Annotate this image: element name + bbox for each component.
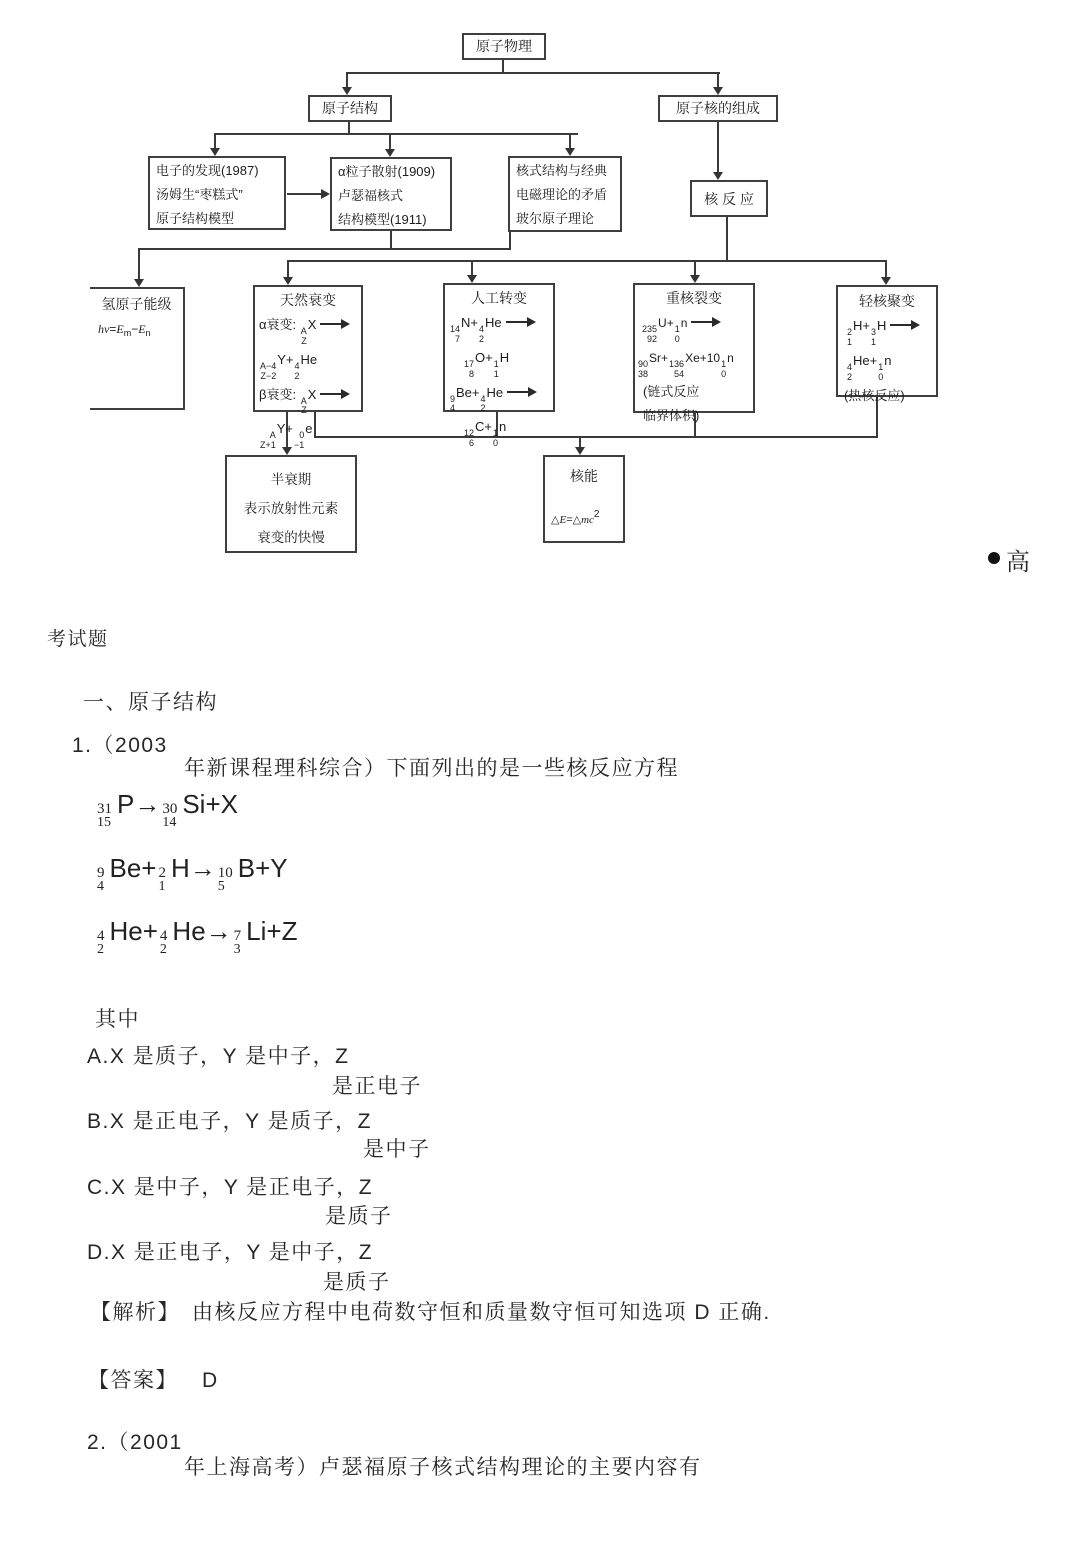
box-text-line: 电磁理论的矛盾 bbox=[516, 187, 608, 202]
flow-line bbox=[138, 248, 140, 280]
flow-line bbox=[138, 248, 511, 250]
box-text-line: 玻尔原子理论 bbox=[516, 211, 595, 226]
atomic-number: 2 bbox=[847, 371, 853, 382]
mass-number: 1 bbox=[721, 358, 727, 369]
mass-number: 4 bbox=[294, 360, 300, 371]
mass-number: 3 bbox=[871, 327, 877, 337]
nuclide-prescripts bbox=[260, 431, 276, 451]
equation-text: Be+ bbox=[456, 384, 480, 400]
mass-number: 1 bbox=[878, 361, 884, 372]
atomic-number: 2 bbox=[294, 370, 300, 381]
mass-number: A bbox=[300, 326, 307, 336]
list-bullet-icon bbox=[988, 552, 1000, 564]
box-title: 轻核聚变 bbox=[859, 293, 915, 309]
equation-text: Li+Z bbox=[246, 916, 298, 946]
flowchart-box-natural-decay bbox=[253, 285, 363, 451]
box-text-line: 汤姆生“枣糕式” bbox=[156, 187, 243, 202]
right-bullet-text: 高 bbox=[1006, 549, 1030, 576]
mass-number: 2 bbox=[847, 327, 853, 337]
flow-line bbox=[885, 260, 887, 278]
option-d-line1: D.X 是正电子，Y 是中子，Z bbox=[87, 1241, 374, 1264]
option-b-line1: B.X 是正电子，Y 是质子，Z bbox=[87, 1110, 372, 1133]
nuclide-prescripts bbox=[847, 328, 852, 348]
nuclide-prescripts bbox=[479, 325, 484, 345]
mass-number: 4 2 bbox=[97, 928, 105, 957]
decay-equation bbox=[255, 382, 361, 417]
answer-line bbox=[88, 1364, 219, 1394]
arrowhead-down bbox=[713, 87, 723, 95]
fusion-equation bbox=[838, 313, 936, 348]
equation-text: n bbox=[884, 352, 892, 368]
flow-line bbox=[214, 133, 216, 149]
mass-number: 0 bbox=[299, 430, 305, 441]
atomic-number: Z bbox=[301, 335, 307, 346]
fusion-note bbox=[838, 383, 936, 409]
flow-line bbox=[726, 217, 728, 262]
equation-text: He bbox=[485, 315, 502, 330]
arrowhead-down bbox=[467, 275, 477, 283]
option-b-line2: 是中子 bbox=[363, 1138, 431, 1161]
subscript: n bbox=[145, 328, 151, 338]
equation-text: C+ bbox=[475, 419, 492, 435]
equation-text: △ bbox=[551, 514, 560, 526]
atomic-number: 3 bbox=[233, 942, 241, 957]
hydrogen-formula bbox=[90, 316, 183, 346]
box-label: 核 反 应 bbox=[704, 190, 754, 207]
equation-text: 临界体积) bbox=[643, 407, 700, 423]
flow-line bbox=[569, 133, 571, 149]
right-arrow-icon bbox=[320, 393, 342, 395]
answer-label: 【答案】 bbox=[88, 1369, 178, 1392]
flow-line bbox=[214, 133, 578, 135]
arrowhead-down bbox=[565, 148, 575, 156]
mass-number: 2 1 bbox=[158, 865, 166, 894]
mass-number: 1 bbox=[493, 358, 499, 369]
mass-number: 30 14 bbox=[162, 801, 178, 830]
equation-text: e bbox=[305, 421, 313, 437]
flow-line bbox=[471, 260, 473, 276]
atomic-number: 5 bbox=[217, 879, 225, 894]
atomic-number: −1 bbox=[294, 440, 305, 451]
equation-text: Y+ bbox=[277, 351, 294, 367]
equation-text: He+ bbox=[109, 916, 158, 946]
flow-line bbox=[314, 436, 878, 438]
atomic-number: 7 bbox=[455, 333, 461, 344]
equation-text: Si+X bbox=[182, 789, 238, 819]
box-text-line: 原子结构模型 bbox=[156, 211, 235, 226]
answer-value: D bbox=[202, 1369, 219, 1392]
equation-text: X bbox=[307, 317, 317, 332]
flowchart-box-atomic-structure bbox=[308, 95, 392, 122]
box-label: 原子物理 bbox=[476, 38, 532, 54]
transmutation-equation bbox=[445, 380, 553, 415]
flow-line bbox=[390, 231, 392, 249]
flowchart-box-heavy-fission bbox=[633, 283, 755, 423]
atomic-number: 2 bbox=[479, 333, 485, 344]
arrowhead-right bbox=[321, 189, 330, 199]
box-title: 核能 bbox=[570, 468, 598, 484]
nuclide-prescripts bbox=[481, 395, 486, 415]
equation-text: He→ bbox=[172, 916, 232, 946]
flow-line bbox=[389, 133, 391, 150]
section-heading: 考试题 bbox=[47, 629, 109, 650]
equation-text: He+ bbox=[853, 352, 878, 368]
fission-equation bbox=[635, 310, 753, 345]
equation-text: O+ bbox=[475, 349, 493, 365]
analysis-label: 【解析】 bbox=[90, 1301, 180, 1324]
mass-number: A bbox=[269, 430, 276, 441]
fission-equation bbox=[635, 345, 753, 380]
mass-number: 14 bbox=[450, 324, 461, 334]
atomic-number: 14 bbox=[162, 815, 177, 830]
mass-number: 4 bbox=[480, 393, 486, 404]
equation-text: N+ bbox=[461, 315, 478, 330]
equation-text: Y+ bbox=[276, 421, 294, 437]
flowchart-box-electron-discovery bbox=[148, 156, 286, 230]
fission-note bbox=[635, 380, 753, 404]
flowchart-box-hydrogen-energy-levels bbox=[90, 287, 185, 410]
mass-number: 9 bbox=[450, 393, 456, 404]
atomic-number: 2 bbox=[480, 403, 486, 414]
equation-text: α衰变: bbox=[259, 317, 300, 332]
right-arrow-icon bbox=[691, 321, 713, 323]
equation-text: E bbox=[138, 322, 146, 336]
box-text-line: 衰变的快慢 bbox=[257, 530, 325, 545]
mass-number: 136 bbox=[669, 358, 685, 369]
equation-text: hν bbox=[98, 322, 110, 336]
atomic-number: Z bbox=[301, 405, 307, 416]
flowchart-box-atomic-physics bbox=[462, 33, 546, 60]
option-a-line2: 是正电子 bbox=[332, 1075, 422, 1098]
nuclide-prescripts bbox=[301, 397, 307, 417]
atomic-number: 4 bbox=[97, 879, 104, 894]
equation-text: mc bbox=[581, 514, 594, 526]
analysis-text: 由核反应方程中电荷数守恒和质量数守恒可知选项 D 正确. bbox=[192, 1301, 771, 1324]
flow-line bbox=[694, 260, 696, 276]
reaction-equation-1 bbox=[95, 789, 238, 830]
equation-text: n bbox=[499, 419, 507, 435]
equation-text: n bbox=[727, 350, 734, 365]
right-arrow-icon bbox=[320, 323, 342, 325]
fusion-equation bbox=[838, 348, 936, 383]
nuclide-prescripts bbox=[638, 360, 648, 380]
flow-line bbox=[346, 72, 348, 88]
atomic-number: 0 bbox=[721, 368, 727, 379]
reaction-equation-2 bbox=[95, 853, 288, 894]
atomic-number: 38 bbox=[638, 368, 649, 379]
flowchart-box-light-fusion bbox=[836, 285, 938, 403]
mass-number: 90 bbox=[638, 358, 649, 369]
flow-line bbox=[287, 260, 887, 262]
decay-equation bbox=[255, 347, 361, 382]
atomic-number: 0 bbox=[674, 333, 680, 344]
atomic-number: 54 bbox=[674, 368, 685, 379]
flowchart-box-nucleus-composition bbox=[658, 95, 778, 122]
atomic-number: 0 bbox=[878, 371, 884, 382]
option-d-line2: 是质子 bbox=[323, 1271, 391, 1294]
atomic-number: Z−2 bbox=[260, 370, 277, 381]
equation-text: B+Y bbox=[237, 853, 288, 883]
nuclide-prescripts bbox=[294, 431, 304, 451]
mass-number: 1 bbox=[493, 428, 499, 439]
energy-formula bbox=[545, 502, 623, 533]
superscript: 2 bbox=[593, 509, 600, 520]
box-text-line: 卢瑟福核式 bbox=[338, 188, 404, 203]
nuclide-prescripts bbox=[721, 360, 726, 380]
box-text-line: 半衰期 bbox=[270, 472, 312, 487]
arrowhead-down bbox=[283, 277, 293, 285]
nuclide-prescripts bbox=[464, 360, 474, 380]
box-title: 天然衰变 bbox=[280, 292, 336, 308]
box-title: 氢原子能级 bbox=[101, 296, 172, 312]
equation-text: H bbox=[499, 349, 510, 365]
flow-line bbox=[717, 72, 719, 88]
flow-line bbox=[509, 232, 511, 249]
arrowhead-down bbox=[210, 148, 220, 156]
flowchart-box-bohr-theory bbox=[508, 156, 622, 232]
box-text-line: 电子的发现(1987) bbox=[156, 163, 259, 178]
atomic-number: 1 bbox=[158, 879, 166, 894]
atomic-number: 1 bbox=[847, 336, 853, 347]
flowchart-box-artificial-transmutation bbox=[443, 283, 555, 449]
option-a-line1: A.X 是质子，Y 是中子，Z bbox=[87, 1045, 350, 1068]
transmutation-equation bbox=[445, 310, 553, 345]
atomic-number: 2 bbox=[97, 942, 104, 957]
flow-line bbox=[346, 72, 720, 74]
equation-text: E bbox=[116, 322, 124, 336]
mass-number: A−4 bbox=[260, 360, 277, 371]
decay-equation bbox=[255, 416, 361, 451]
nuclide-prescripts bbox=[301, 327, 307, 347]
question2-intro: 年上海高考）卢瑟福原子核式结构理论的主要内容有 bbox=[184, 1456, 702, 1479]
nuclide-prescripts bbox=[669, 360, 684, 380]
nuclide-prescripts bbox=[260, 362, 276, 382]
nuclide-prescripts bbox=[450, 325, 460, 345]
equation-text: E bbox=[559, 514, 567, 526]
flow-line bbox=[287, 193, 323, 195]
transmutation-equation bbox=[445, 414, 553, 449]
mass-number: 17 bbox=[464, 358, 475, 369]
analysis-line bbox=[90, 1296, 771, 1326]
transmutation-equation bbox=[445, 345, 553, 380]
nuclide-prescripts bbox=[493, 429, 498, 449]
nuclide-prescripts bbox=[675, 325, 680, 345]
question1-number: 1.（2003 bbox=[72, 734, 168, 757]
mass-number: 9 4 bbox=[97, 865, 105, 894]
question2-number: 2.（2001 bbox=[87, 1431, 183, 1454]
nuclide-prescripts bbox=[494, 360, 499, 380]
arrowhead-down bbox=[575, 447, 585, 455]
equation-text: =△ bbox=[566, 514, 582, 526]
mass-number: 12 bbox=[464, 428, 475, 439]
flowchart-box-alpha-scattering bbox=[330, 157, 452, 231]
arrowhead-down bbox=[342, 87, 352, 95]
equation-text: n bbox=[680, 316, 688, 330]
flowchart-box-nuclear-energy bbox=[543, 455, 625, 543]
right-arrow-icon bbox=[506, 321, 528, 323]
atomic-number: Z+1 bbox=[260, 440, 276, 451]
box-text-line: 结构模型(1911) bbox=[338, 212, 427, 227]
nuclide-prescripts bbox=[878, 363, 883, 383]
question1-intro: 年新课程理科综合）下面列出的是一些核反应方程 bbox=[184, 757, 679, 780]
mass-number: 31 15 bbox=[97, 801, 112, 830]
atomic-number: 4 bbox=[450, 403, 456, 414]
atomic-number: 1 bbox=[871, 336, 877, 347]
nuclide-prescripts bbox=[295, 362, 300, 382]
equation-text: X bbox=[307, 386, 317, 402]
subscript: m bbox=[123, 328, 132, 338]
atomic-number: 15 bbox=[97, 815, 111, 830]
arrowhead-down bbox=[385, 149, 395, 157]
equation-text: U+ bbox=[658, 316, 674, 330]
box-text-line: α粒子散射(1909) bbox=[338, 164, 436, 179]
flow-line bbox=[717, 122, 719, 173]
equation-text: He bbox=[486, 384, 504, 400]
equation-text: H→ bbox=[171, 853, 216, 883]
atomic-number: 92 bbox=[647, 333, 658, 344]
flow-line bbox=[287, 260, 289, 278]
nuclide-prescripts bbox=[871, 328, 876, 348]
atomic-number: 0 bbox=[493, 438, 499, 449]
arrowhead-down bbox=[713, 172, 723, 180]
equation-text: Be+ bbox=[109, 853, 157, 883]
fission-note bbox=[635, 404, 753, 428]
flowchart-box-half-life bbox=[225, 455, 357, 553]
mass-number: A bbox=[300, 395, 307, 406]
box-title: 人工转变 bbox=[471, 290, 527, 306]
nuclide-prescripts bbox=[847, 363, 852, 383]
mass-number: 4 bbox=[479, 324, 485, 334]
nuclide-prescripts bbox=[642, 325, 657, 345]
equation-text: Sr+ bbox=[649, 350, 669, 365]
equation-text: H bbox=[877, 318, 887, 333]
box-label: 原子结构 bbox=[322, 100, 378, 116]
reaction-equation-3 bbox=[95, 916, 298, 957]
box-title: 重核裂变 bbox=[666, 290, 722, 306]
atomic-number: 1 bbox=[493, 368, 499, 379]
box-text-line: 表示放射性元素 bbox=[243, 501, 339, 516]
right-arrow-icon bbox=[890, 324, 912, 326]
nuclide-prescripts bbox=[450, 395, 455, 415]
equation-text: He bbox=[300, 351, 318, 367]
arrowhead-down bbox=[134, 279, 144, 287]
equation-text: P→ bbox=[117, 789, 161, 819]
atomic-number: 2 bbox=[159, 942, 167, 957]
arrowhead-down bbox=[881, 277, 891, 285]
equation-text: β衰变: bbox=[259, 386, 300, 402]
decay-equation bbox=[255, 312, 361, 347]
question1-stem: 其中 bbox=[95, 1008, 140, 1031]
mass-number: 7 3 bbox=[233, 928, 242, 957]
equation-text: H+ bbox=[853, 318, 870, 333]
equation-text: Xe+10 bbox=[685, 350, 721, 365]
box-text-line: 核式结构与经典 bbox=[516, 163, 608, 178]
subsection-title: 一、原子结构 bbox=[83, 691, 218, 714]
box-label: 原子核的组成 bbox=[676, 100, 760, 116]
mass-number: 235 bbox=[642, 324, 658, 334]
mass-number: 10 5 bbox=[217, 865, 233, 894]
atomic-number: 6 bbox=[469, 438, 475, 449]
option-c-line1: C.X 是中子，Y 是正电子，Z bbox=[87, 1176, 374, 1199]
equation-text: = bbox=[109, 322, 117, 336]
mass-number: 4 bbox=[847, 361, 853, 372]
mass-number: 1 bbox=[674, 324, 680, 334]
arrowhead-down bbox=[690, 275, 700, 283]
flowchart-box-nuclear-reaction bbox=[690, 180, 768, 217]
mass-number: 4 2 bbox=[159, 928, 168, 957]
option-c-line2: 是质子 bbox=[325, 1205, 393, 1228]
nuclide-prescripts bbox=[464, 429, 474, 449]
equation-text: − bbox=[131, 322, 139, 336]
equation-text: (链式反应 bbox=[643, 383, 700, 399]
right-arrow-icon bbox=[507, 391, 529, 393]
equation-text: (热核反应) bbox=[844, 387, 905, 403]
atomic-number: 8 bbox=[469, 368, 475, 379]
